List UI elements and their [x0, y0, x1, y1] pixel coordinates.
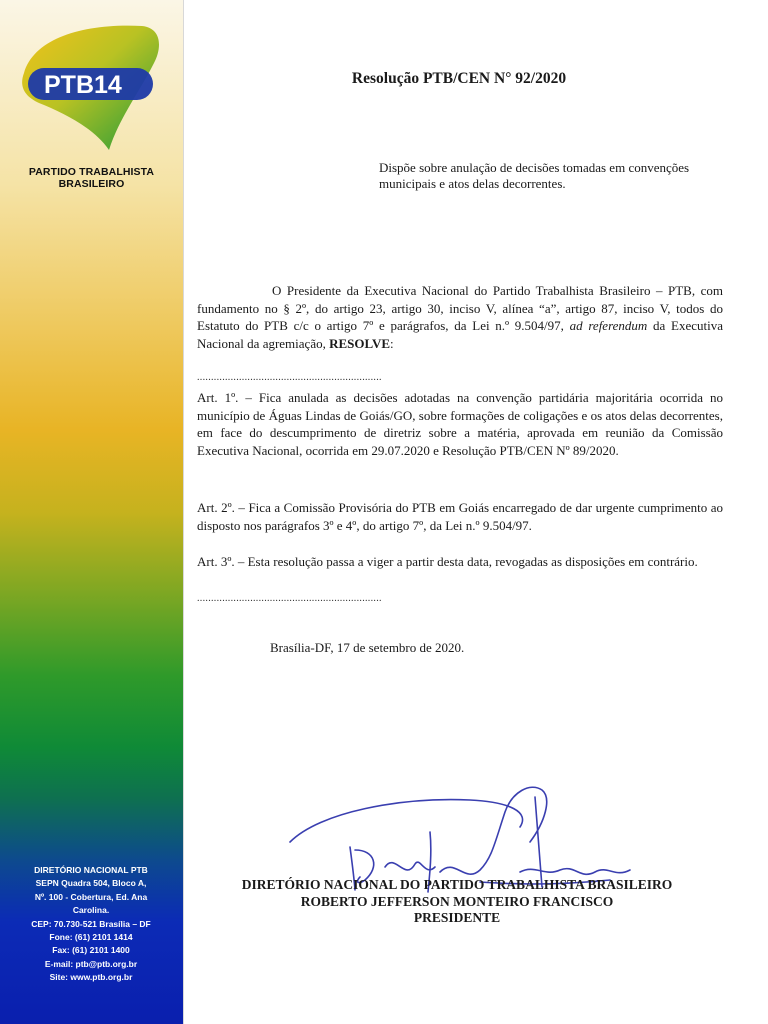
- article-1: Art. 1º. – Fica anulada as decisões adotadas na convenção partidária majoritária ocorrida no município de Águas Lindas de Goiás/GO, sobre formações de coligações e os atos delas decorrentes, em face do descumprimento de diretriz sobre a matéria, aprovada em reunião da Comissão Executiva Nacional, ocorrida em 29.07.2020 e Resolução PTB/CEN Nº 89/2020.: [197, 390, 723, 458]
- logo-text: PTB14: [44, 71, 122, 99]
- sig-line-organization: DIRETÓRIO NACIONAL DO PARTIDO TRABALHISTA BRASILEIRO: [241, 877, 673, 892]
- preamble-text: O Presidente da Executiva Nacional do Partido Trabalhista Brasileiro – PTB, com fundamento no § 2º, do artigo 23, artigo 30, inciso V, alínea “a”, artigo 87, inciso V, todos do Estatuto do PTB c/c o artigo 7º e parágrafos, da Lei n.º 9.504/97,: [197, 283, 723, 333]
- preamble: [197, 282, 723, 352]
- contact-line: CEP: 70.730-521 Brasília – DF: [31, 918, 151, 929]
- contact-line: Nº. 100 - Cobertura, Ed. Ana: [34, 891, 148, 902]
- document-summary: Dispõe sobre anulação de decisões tomadas em convenções municipais e atos delas decorrentes.: [379, 160, 690, 191]
- sig-line-name: ROBERTO JEFFERSON MONTEIRO FRANCISCO: [300, 893, 614, 909]
- contact-line: SEPN Quadra 504, Bloco A,: [35, 878, 147, 889]
- contact-line[interactable]: Site: www.ptb.org.br: [49, 972, 133, 983]
- sig-line-role: PRESIDENTE: [413, 910, 501, 925]
- preamble-resolve: RESOLVE: [329, 335, 391, 351]
- contact-line: DIRETÓRIO NACIONAL PTB: [34, 865, 148, 875]
- ptb-logo: [14, 18, 164, 158]
- signature-block: [197, 877, 717, 927]
- preamble-italic: ad referendum: [569, 318, 648, 333]
- party-name: PARTIDO TRABALHISTA BRASILEIRO: [28, 166, 155, 190]
- dotted-separator: ..................................................................: [197, 594, 382, 604]
- contact-line[interactable]: E-mail: ptb@ptb.org.br: [44, 958, 138, 969]
- place-date: Brasília-DF, 17 de setembro de 2020.: [270, 640, 465, 655]
- contact-line: Carolina.: [72, 905, 110, 916]
- dotted-separator: ..................................................................: [197, 373, 382, 383]
- contact-info: [22, 864, 160, 985]
- article-3: Art. 3º. – Esta resolução passa a viger a partir desta data, revogadas as disposições em contrário.: [197, 554, 698, 569]
- sidebar: [0, 0, 184, 1024]
- preamble-after-italic: da Executiva Nacional da agremiação,: [197, 318, 723, 351]
- contact-line: Fax: (61) 2101 1400: [52, 945, 130, 956]
- document-title: Resolução PTB/CEN N° 92/2020: [351, 70, 567, 87]
- article-2: Art. 2º. – Fica a Comissão Provisória do PTB em Goiás encarregado de dar urgente cumprimento ao disposto nos parágrafos 3º e 4º, do artigo 7º, da Lei n.º 9.504/97.: [197, 500, 723, 533]
- preamble-end: :: [390, 335, 394, 351]
- contact-line: Fone: (61) 2101 1414: [49, 932, 133, 943]
